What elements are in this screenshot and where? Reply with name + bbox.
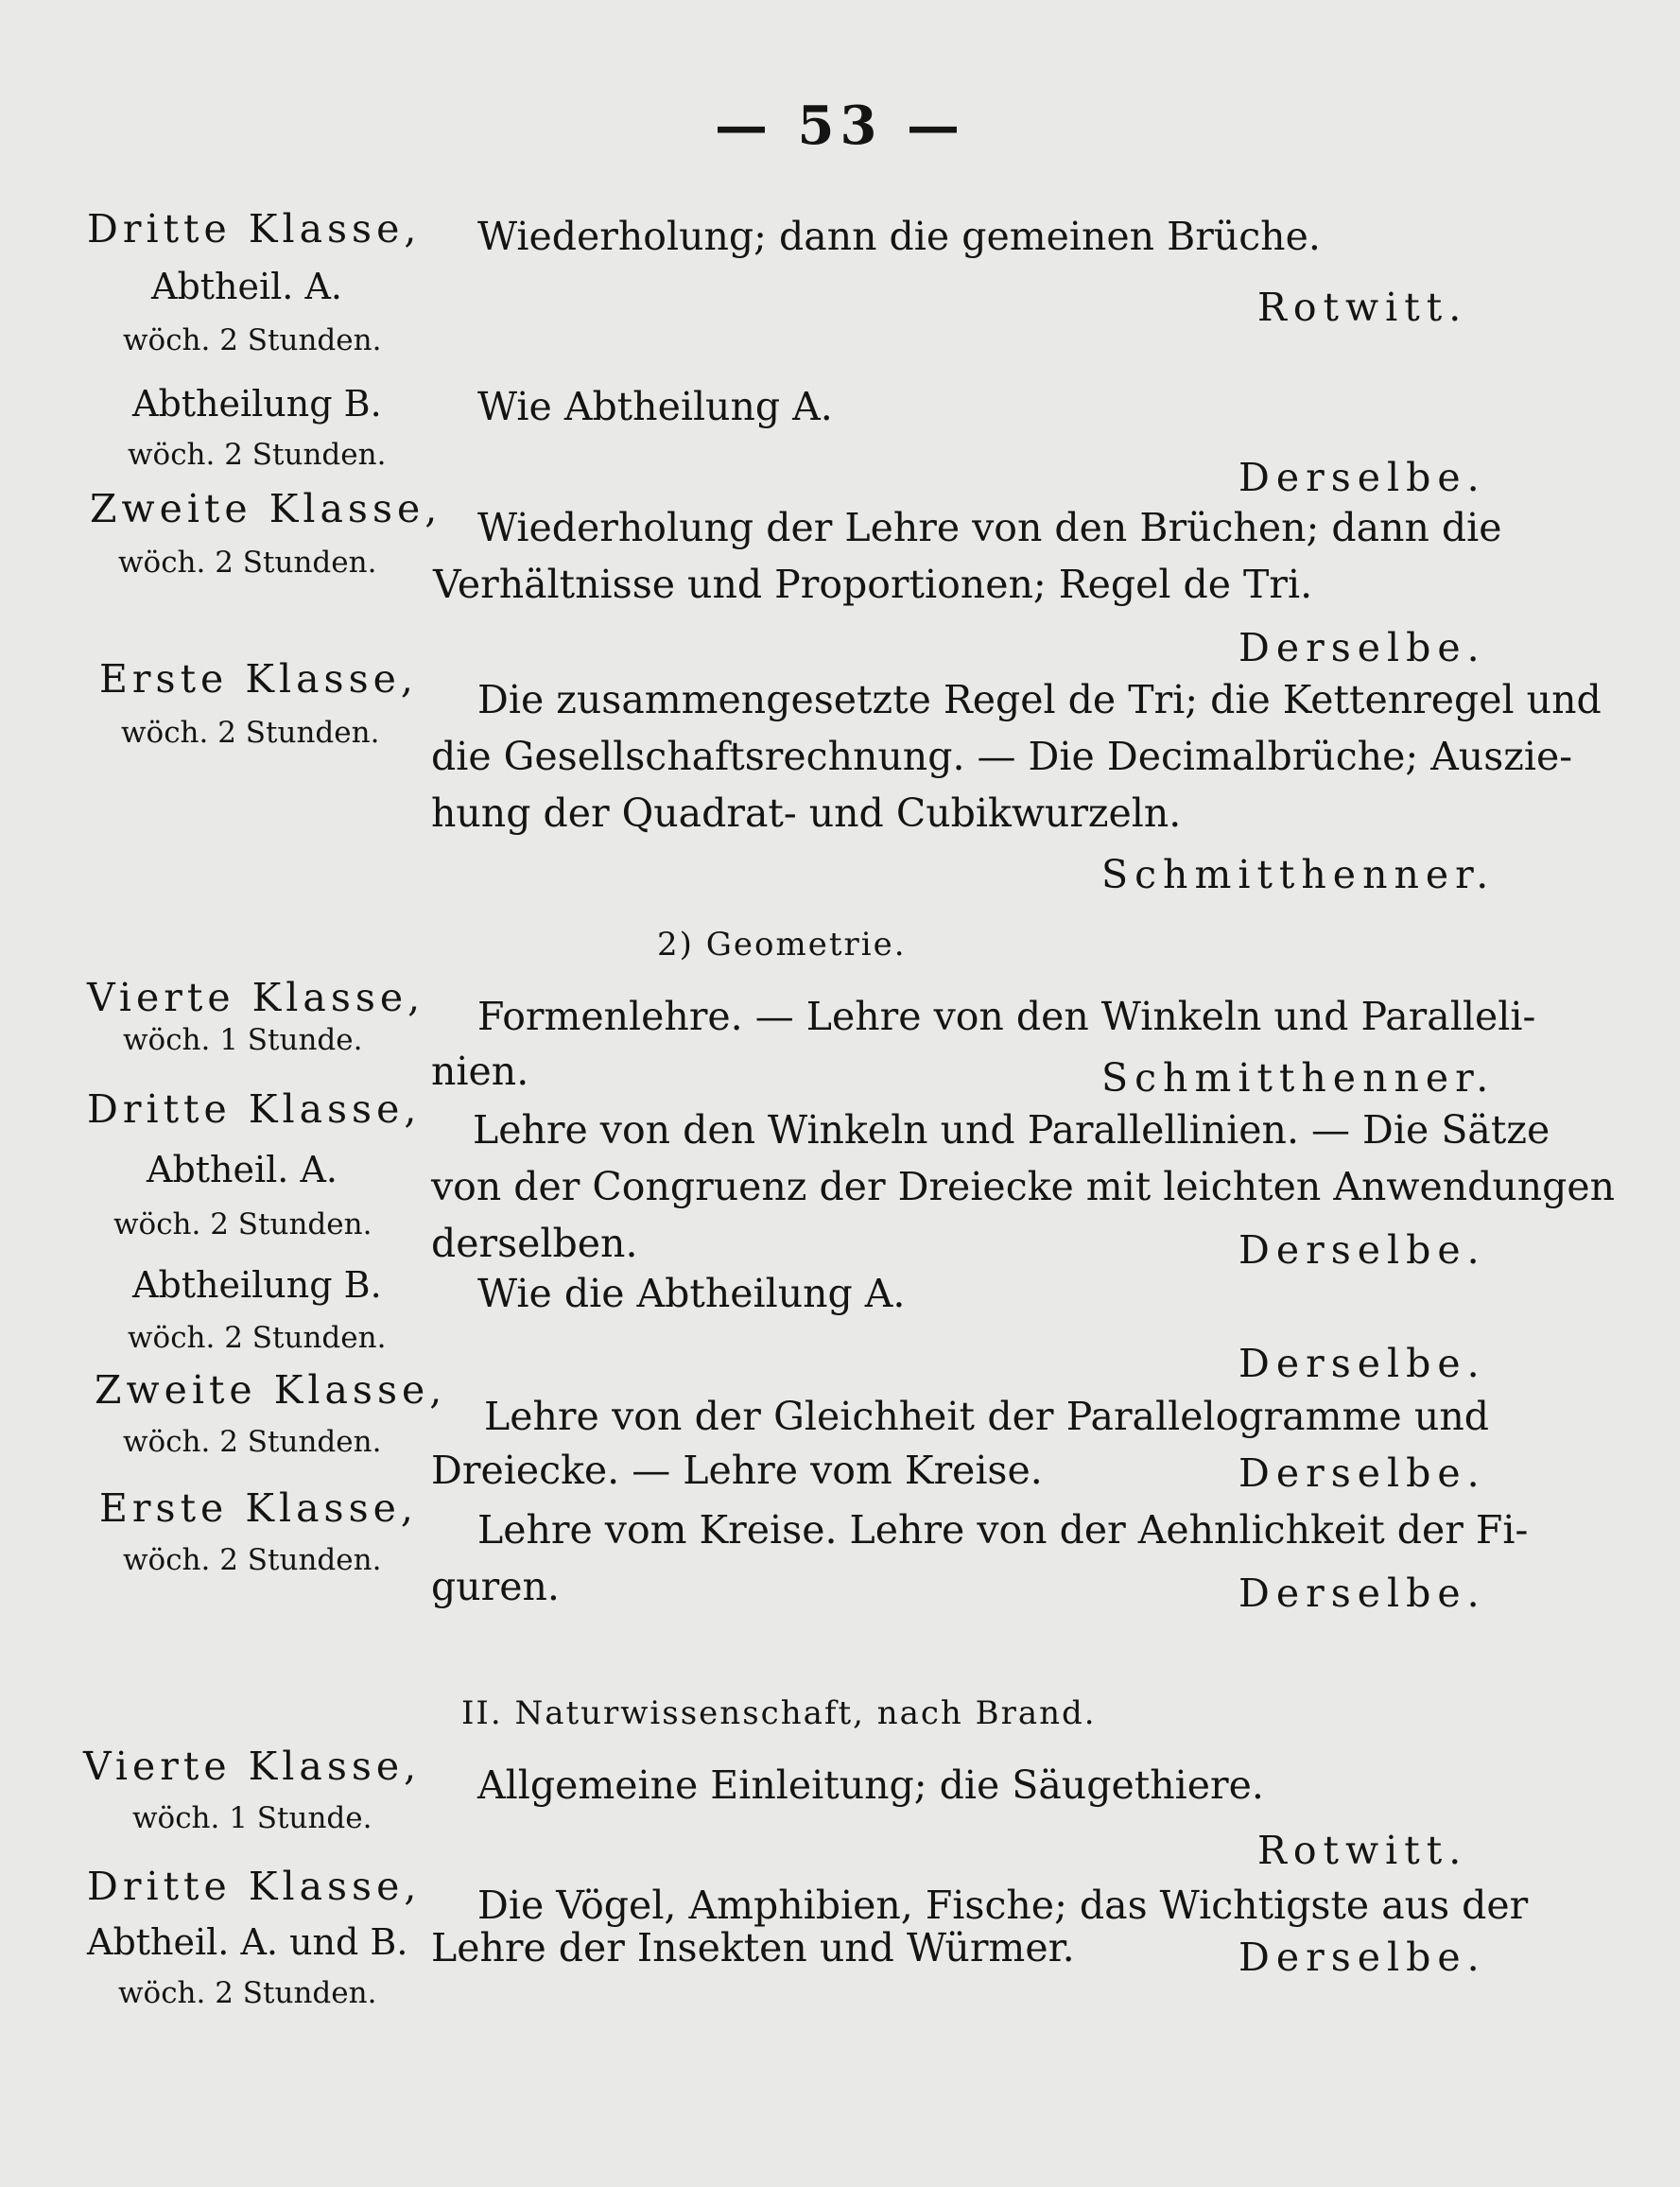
- course-text: Allgemeine Einleitung; die Säugethiere.: [477, 1762, 1264, 1808]
- course-text-line: Dreiecke. — Lehre vom Kreise.: [431, 1448, 1043, 1493]
- class-label: Dritte Klasse,: [87, 1864, 422, 1909]
- hours-label: wöch. 2 Stunden.: [128, 1321, 387, 1355]
- course-text-line: von der Congruenz der Dreiecke mit leichten Anwendungen: [431, 1164, 1616, 1209]
- class-label: Erste Klasse,: [99, 1485, 418, 1531]
- hours-label: wöch. 2 Stunden.: [128, 438, 387, 472]
- teacher-signature: Derselbe.: [1238, 1450, 1486, 1496]
- course-text-line: Wiederholung der Lehre von den Brüchen; dann die: [477, 505, 1502, 550]
- hours-label: wöch. 2 Stunden.: [121, 716, 380, 750]
- teacher-signature: Derselbe.: [1238, 1571, 1486, 1616]
- teacher-signature: Derselbe.: [1238, 1341, 1486, 1386]
- hours-label: wöch. 2 Stunden.: [123, 1543, 382, 1577]
- course-text-line: Die zusammengesetzte Regel de Tri; die Kettenregel und: [477, 677, 1602, 722]
- hours-label: wöch. 2 Stunden.: [113, 1207, 372, 1241]
- teacher-signature: Derselbe.: [1238, 625, 1486, 670]
- hours-label: wöch. 2 Stunden.: [118, 1976, 377, 2010]
- course-text-line: hung der Quadrat- und Cubikwurzeln.: [431, 790, 1182, 836]
- course-text-line: Lehre von den Winkeln und Parallellinien. — Die Sätze: [473, 1107, 1550, 1153]
- class-label: Dritte Klasse,: [87, 1086, 422, 1132]
- course-text-line: nien.: [431, 1049, 529, 1094]
- division-label: Abtheilung B.: [132, 383, 382, 425]
- teacher-signature: Derselbe.: [1238, 1227, 1486, 1273]
- class-label: Vierte Klasse,: [83, 1744, 422, 1789]
- course-text: Wie Abtheilung A.: [477, 384, 833, 429]
- course-text: Wie die Abtheilung A.: [477, 1271, 906, 1316]
- division-label: Abtheil. A.: [151, 266, 342, 307]
- course-text-line: Lehre der Insekten und Würmer.: [431, 1925, 1075, 1970]
- class-label: Dritte Klasse,: [87, 206, 422, 252]
- class-label: Zweite Klasse,: [90, 486, 442, 531]
- course-text-line: die Gesellschaftsrechnung. — Die Decimalbrüche; Auszie-: [431, 734, 1573, 779]
- hours-label: wöch. 2 Stunden.: [123, 1425, 382, 1459]
- hours-label: wöch. 2 Stunden.: [123, 323, 382, 357]
- division-label: Abtheil. A.: [147, 1149, 338, 1190]
- teacher-signature: Derselbe.: [1238, 455, 1486, 500]
- section-heading: 2) Geometrie.: [657, 926, 907, 963]
- division-label: Abtheilung B.: [132, 1264, 382, 1306]
- teacher-signature: Schmitthenner.: [1101, 852, 1496, 897]
- division-label: Abtheil. A. und B.: [87, 1921, 408, 1963]
- class-label: Zweite Klasse,: [95, 1367, 447, 1413]
- course-text-line: derselben.: [431, 1221, 638, 1266]
- class-label: Vierte Klasse,: [87, 975, 425, 1020]
- teacher-signature: Rotwitt.: [1257, 285, 1468, 330]
- teacher-signature: Derselbe.: [1238, 1935, 1486, 1980]
- page-number: — 53 —: [715, 95, 965, 157]
- section-heading: II. Naturwissenschaft, nach Brand.: [461, 1694, 1097, 1732]
- class-label: Erste Klasse,: [99, 656, 418, 702]
- teacher-signature: Schmitthenner.: [1101, 1055, 1496, 1101]
- teacher-signature: Rotwitt.: [1257, 1828, 1468, 1873]
- course-text-line: Formenlehre. — Lehre von den Winkeln und Paralleli-: [477, 994, 1536, 1039]
- hours-label: wöch. 1 Stunde.: [123, 1023, 363, 1057]
- course-text-line: Lehre von der Gleichheit der Parallelogramme und: [484, 1394, 1489, 1439]
- course-text-line: Lehre vom Kreise. Lehre von der Aehnlichkeit der Fi-: [477, 1507, 1529, 1553]
- course-text-line: Die Vögel, Amphibien, Fische; das Wichtigste aus der: [477, 1883, 1529, 1928]
- course-text-line: guren.: [431, 1564, 560, 1609]
- course-text-line: Verhältnisse und Proportionen; Regel de Tri.: [433, 562, 1313, 607]
- hours-label: wöch. 2 Stunden.: [118, 546, 377, 580]
- course-text: Wiederholung; dann die gemeinen Brüche.: [477, 214, 1321, 259]
- hours-label: wöch. 1 Stunde.: [132, 1801, 372, 1835]
